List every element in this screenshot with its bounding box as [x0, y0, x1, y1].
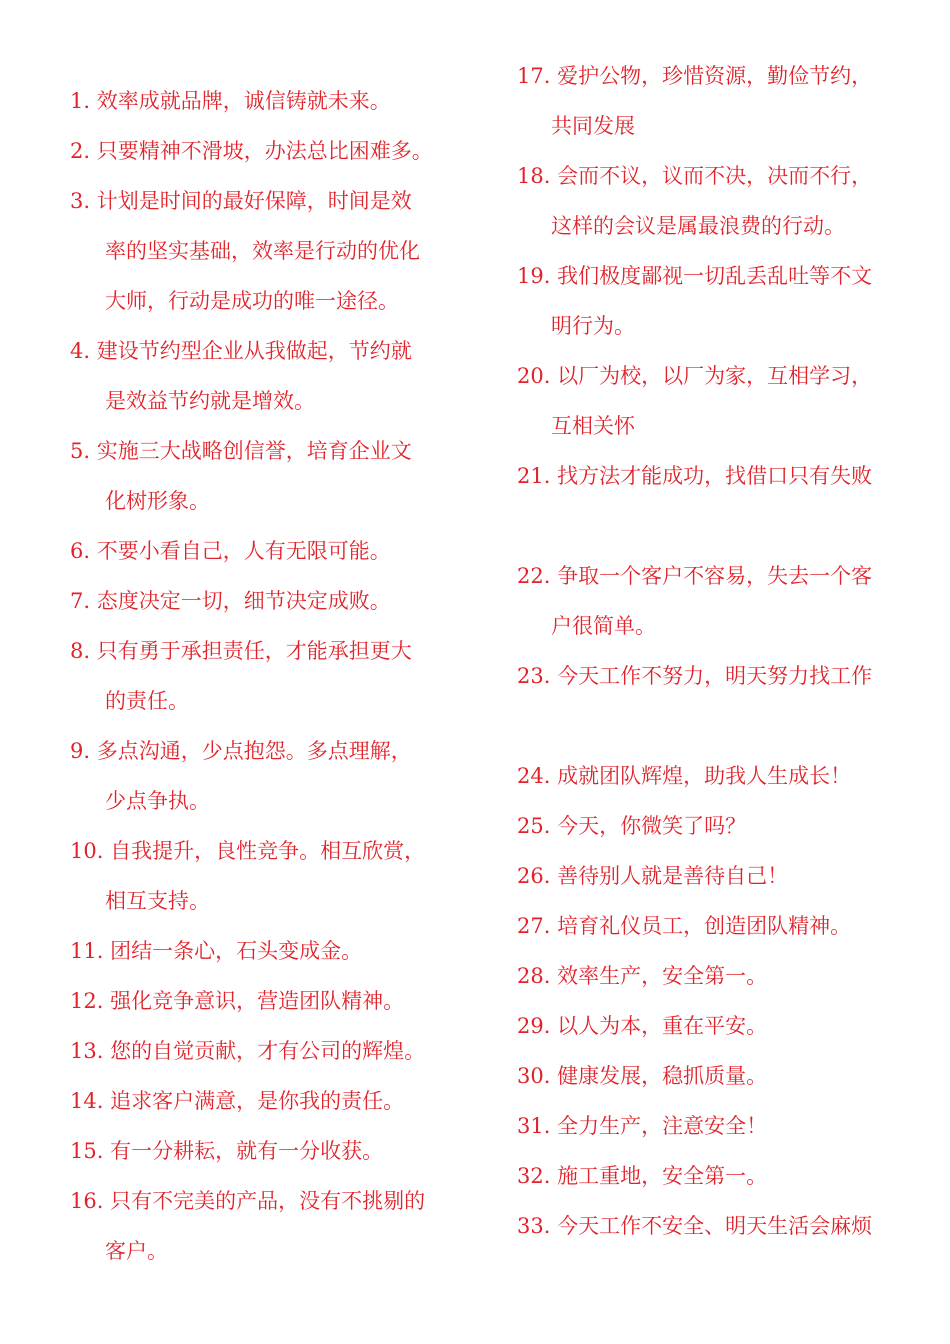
item-number: 33.	[517, 1214, 551, 1238]
item-number: 25.	[517, 814, 551, 838]
list-item-first-line	[517, 851, 788, 901]
item-number: 29.	[517, 1014, 551, 1038]
item-text-continuation: 共同发展	[551, 114, 635, 138]
list-item-first-line	[517, 1201, 872, 1251]
list-item	[70, 176, 420, 326]
item-number: 15.	[70, 1139, 104, 1163]
item-number: 4.	[70, 339, 91, 363]
item-number: 19.	[517, 264, 551, 288]
item-text-continuation: 化树形象。	[105, 489, 210, 513]
item-number: 6.	[70, 539, 91, 563]
list-item-first-line	[517, 251, 872, 301]
list-item-first-line	[70, 76, 391, 126]
item-text-continuation: 相互支持。	[105, 889, 210, 913]
list-item-first-line	[517, 51, 872, 101]
item-text: 爱护公物，珍惜资源，勤俭节约，	[557, 64, 873, 88]
list-item-first-line	[517, 551, 872, 601]
list-item	[70, 126, 433, 176]
list-item-first-line	[70, 1026, 425, 1076]
list-item-first-line	[517, 451, 872, 501]
item-number: 16.	[70, 1189, 104, 1213]
item-number: 17.	[517, 64, 551, 88]
list-item	[70, 976, 404, 1026]
list-item	[70, 1076, 404, 1126]
item-text: 团结一条心，石头变成金。	[110, 939, 363, 963]
item-number: 5.	[70, 439, 91, 463]
item-text: 有一分耕耘，就有一分收获。	[110, 1139, 384, 1163]
list-item	[517, 1001, 767, 1051]
item-number: 21.	[517, 464, 551, 488]
list-item	[517, 151, 872, 251]
item-text: 今天工作不努力，明天努力找工作	[557, 664, 873, 688]
item-text: 争取一个客户不容易，失去一个客	[557, 564, 873, 588]
list-item	[517, 451, 872, 501]
item-number: 20.	[517, 364, 551, 388]
list-item	[517, 1101, 767, 1151]
list-item	[70, 526, 391, 576]
item-text-continuation: 率的坚实基础，效率是行动的优化	[105, 239, 420, 263]
item-number: 24.	[517, 764, 551, 788]
item-text: 善待别人就是善待自己！	[557, 864, 789, 888]
list-item	[70, 576, 391, 626]
item-text: 效率生产，安全第一。	[557, 964, 768, 988]
list-item-first-line	[70, 726, 412, 776]
list-item	[517, 51, 872, 151]
list-item	[517, 551, 872, 651]
list-item	[70, 1176, 425, 1276]
item-text-continuation: 客户。	[105, 1239, 168, 1263]
list-item-first-line	[70, 176, 420, 226]
list-item-first-line	[70, 976, 404, 1026]
item-number: 26.	[517, 864, 551, 888]
item-number: 8.	[70, 639, 91, 663]
list-item-first-line	[70, 1176, 425, 1226]
item-number: 1.	[70, 89, 91, 113]
item-text: 以人为本，重在平安。	[557, 1014, 768, 1038]
item-text: 强化竞争意识，营造团队精神。	[110, 989, 405, 1013]
item-text: 只要精神不滑坡，办法总比困难多。	[96, 139, 433, 163]
item-text: 今天，你微笑了吗？	[557, 814, 747, 838]
item-text: 实施三大战略创信誉，培育企业文	[96, 439, 412, 463]
item-number: 23.	[517, 664, 551, 688]
item-number: 10.	[70, 839, 104, 863]
item-text: 成就团队辉煌，助我人生成长！	[557, 764, 852, 788]
item-text: 会而不议，议而不决，决而不行，	[557, 164, 873, 188]
list-item	[517, 351, 872, 451]
item-text: 全力生产，注意安全！	[557, 1114, 768, 1138]
list-item-first-line	[70, 826, 425, 876]
item-text: 只有不完美的产品，没有不挑剔的	[110, 1189, 426, 1213]
list-item	[70, 626, 412, 726]
list-item-first-line	[517, 1001, 767, 1051]
item-text-continuation: 户很简单。	[551, 614, 656, 638]
item-number: 14.	[70, 1089, 104, 1113]
item-text: 施工重地，安全第一。	[557, 1164, 768, 1188]
item-text: 追求客户满意，是你我的责任。	[110, 1089, 405, 1113]
list-item	[517, 651, 872, 701]
item-number: 31.	[517, 1114, 551, 1138]
list-item	[517, 251, 872, 351]
list-item-first-line	[70, 576, 391, 626]
item-number: 12.	[70, 989, 104, 1013]
item-text-continuation: 是效益节约就是增效。	[105, 389, 315, 413]
list-item	[70, 1126, 383, 1176]
list-item-first-line	[70, 526, 391, 576]
item-text: 态度决定一切，细节决定成败。	[96, 589, 391, 613]
item-text: 我们极度鄙视一切乱丢乱吐等不文	[557, 264, 873, 288]
item-number: 2.	[70, 139, 91, 163]
item-number: 32.	[517, 1164, 551, 1188]
list-item	[517, 951, 767, 1001]
list-item	[70, 426, 412, 526]
item-text: 自我提升，良性竞争。相互欣赏，	[110, 839, 426, 863]
list-item	[70, 326, 412, 426]
item-text: 以厂为校，以厂为家，互相学习，	[557, 364, 873, 388]
item-number: 22.	[517, 564, 551, 588]
list-item-first-line	[517, 751, 851, 801]
list-item	[70, 726, 412, 826]
item-text-continuation: 的责任。	[105, 689, 189, 713]
item-text: 只有勇于承担责任，才能承担更大	[96, 639, 412, 663]
item-text: 效率成就品牌，诚信铸就未来。	[96, 89, 391, 113]
list-item-first-line	[70, 1126, 383, 1176]
list-item-first-line	[70, 126, 433, 176]
list-item	[70, 1026, 425, 1076]
list-item-first-line	[70, 626, 412, 676]
list-item-first-line	[517, 1051, 767, 1101]
item-text: 您的自觉贡献，才有公司的辉煌。	[110, 1039, 426, 1063]
item-text: 计划是时间的最好保障，时间是效	[96, 189, 412, 213]
list-item	[70, 826, 425, 926]
list-item-first-line	[70, 426, 412, 476]
item-number: 18.	[517, 164, 551, 188]
list-item-first-line	[517, 1151, 767, 1201]
item-number: 3.	[70, 189, 91, 213]
list-item	[517, 1151, 767, 1201]
item-text-continuation: 少点争执。	[105, 789, 210, 813]
list-item	[517, 1051, 767, 1101]
item-number: 30.	[517, 1064, 551, 1088]
item-text: 找方法才能成功，找借口只有失败	[557, 464, 873, 488]
item-number: 7.	[70, 589, 91, 613]
list-item	[70, 926, 362, 976]
list-item	[517, 801, 746, 851]
item-number: 9.	[70, 739, 91, 763]
item-number: 28.	[517, 964, 551, 988]
item-text-continuation: 大师，行动是成功的唯一途径。	[105, 289, 399, 313]
list-item-first-line	[517, 951, 767, 1001]
list-item-first-line	[517, 651, 872, 701]
item-number: 27.	[517, 914, 551, 938]
list-item	[517, 901, 851, 951]
item-text-continuation: 这样的会议是属最浪费的行动。	[551, 214, 845, 238]
item-number: 11.	[70, 939, 104, 963]
item-text: 不要小看自己，人有无限可能。	[96, 539, 391, 563]
list-item-first-line	[517, 801, 746, 851]
list-item-first-line	[517, 151, 872, 201]
item-text: 培育礼仪员工，创造团队精神。	[557, 914, 852, 938]
list-item-first-line	[517, 1101, 767, 1151]
item-text: 今天工作不安全、明天生活会麻烦	[557, 1214, 873, 1238]
item-text: 建设节约型企业从我做起，节约就	[96, 339, 412, 363]
item-text: 多点沟通，少点抱怨。多点理解，	[96, 739, 412, 763]
list-item	[70, 76, 391, 126]
item-text-continuation: 明行为。	[551, 314, 635, 338]
list-item-first-line	[517, 351, 872, 401]
list-item-first-line	[517, 901, 851, 951]
list-item	[517, 851, 788, 901]
list-item	[517, 751, 851, 801]
item-text-continuation: 互相关怀	[551, 414, 635, 438]
item-number: 13.	[70, 1039, 104, 1063]
list-item-first-line	[70, 926, 362, 976]
list-item-first-line	[70, 1076, 404, 1126]
list-item-first-line	[70, 326, 412, 376]
list-item	[517, 1201, 872, 1251]
item-text: 健康发展，稳抓质量。	[557, 1064, 768, 1088]
